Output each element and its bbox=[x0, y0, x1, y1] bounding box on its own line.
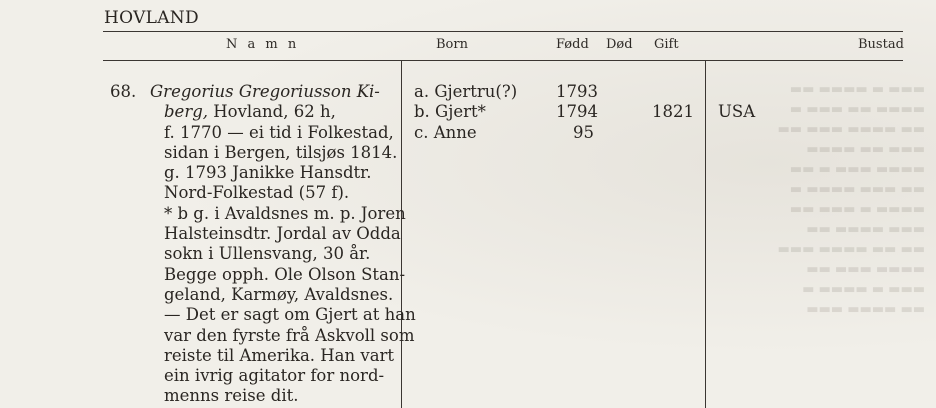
entry-line: ein ivrig agitator for nord- bbox=[164, 366, 385, 386]
header-top-rule bbox=[103, 31, 903, 32]
entry-line: Nord-Folkestad (57 f). bbox=[164, 183, 350, 203]
column-header-fodd: Fødd bbox=[556, 37, 589, 52]
entry-line-text: Hovland, 62 h, bbox=[208, 102, 336, 122]
column-header-born: Born bbox=[436, 37, 468, 52]
child-married-year: 1821 bbox=[652, 102, 694, 122]
entry-line: sokn i Ullensvang, 30 år. bbox=[164, 244, 371, 264]
entry-line bbox=[150, 82, 398, 102]
column-divider-bustad bbox=[705, 60, 706, 408]
entry-line: geland, Karmøy, Avaldsnes. bbox=[164, 284, 394, 304]
entry-line: — Det er sagt om Gjert at han bbox=[164, 305, 416, 325]
child-birth-year: 95 bbox=[573, 122, 594, 142]
entry-line: Begge opph. Ole Olson Stan- bbox=[164, 264, 406, 284]
entry-line-italic: berg, bbox=[164, 102, 209, 122]
child-name: c. Anne bbox=[414, 122, 477, 142]
entry-line: sidan i Bergen, tilsjøs 1814. bbox=[164, 142, 398, 162]
entry-line: g. 1793 Janikke Hansdtr. bbox=[164, 163, 372, 183]
child-residence: USA bbox=[718, 102, 756, 122]
column-header-gift: Gift bbox=[654, 37, 679, 52]
entry-line bbox=[150, 102, 398, 122]
entry-line: var den fyrste frå Askvoll som bbox=[164, 325, 415, 345]
entry-line: reiste til Amerika. Han vart bbox=[164, 345, 395, 365]
child-name: a. Gjertru(?) bbox=[414, 82, 518, 101]
header-bottom-rule bbox=[103, 60, 903, 61]
column-header-bustad: Bustad bbox=[858, 37, 904, 52]
entry-text bbox=[150, 82, 416, 407]
child-birth-year: 1793 bbox=[556, 82, 598, 101]
page-title: HOVLAND bbox=[104, 8, 199, 28]
column-header-namn: N a m n bbox=[226, 37, 300, 52]
entry-line: f. 1770 — ei tid i Folkestad, bbox=[164, 122, 394, 142]
column-divider-born bbox=[401, 60, 402, 408]
entry-line: Halsteinsdtr. Jordal av Odda bbox=[164, 224, 401, 244]
child-name: b. Gjert* bbox=[414, 102, 486, 122]
child-birth-year: 1794 bbox=[556, 102, 598, 122]
entry-number: 68. bbox=[110, 82, 137, 101]
column-header-dod: Død bbox=[606, 37, 633, 52]
entry-line: * b g. i Avaldsnes m. p. Joren bbox=[164, 203, 406, 223]
entry-line: menns reise dit. bbox=[164, 386, 299, 406]
bleed-through-shadow: ▬▬▬ ▬ ▬▬▬▬ ▬▬ ▬▬▬▬ ▬▬ ▬▬▬ ▬ ▬▬ ▬▬▬▬ ▬▬▬ ▬▬ ▬▬▬ ▬▬ ▬▬▬▬ ▬▬▬▬ ▬▬▬ ▬ ▬▬ ▬▬ ▬▬▬ ▬▬▬▬ ▬ ▬▬▬▬ ▬ ▬▬▬ ▬▬ ▬▬▬ ▬▬▬▬ ▬▬ ▬▬ ▬▬ ▬▬▬▬ ▬▬▬ ▬▬▬▬ ▬▬▬ ▬▬ ▬▬▬ ▬ ▬▬▬▬ ▬ ▬▬ ▬▬▬▬ ▬▬▬ bbox=[777, 82, 925, 317]
entry-line-italic: Gregorius Gregoriusson Ki- bbox=[150, 82, 380, 101]
